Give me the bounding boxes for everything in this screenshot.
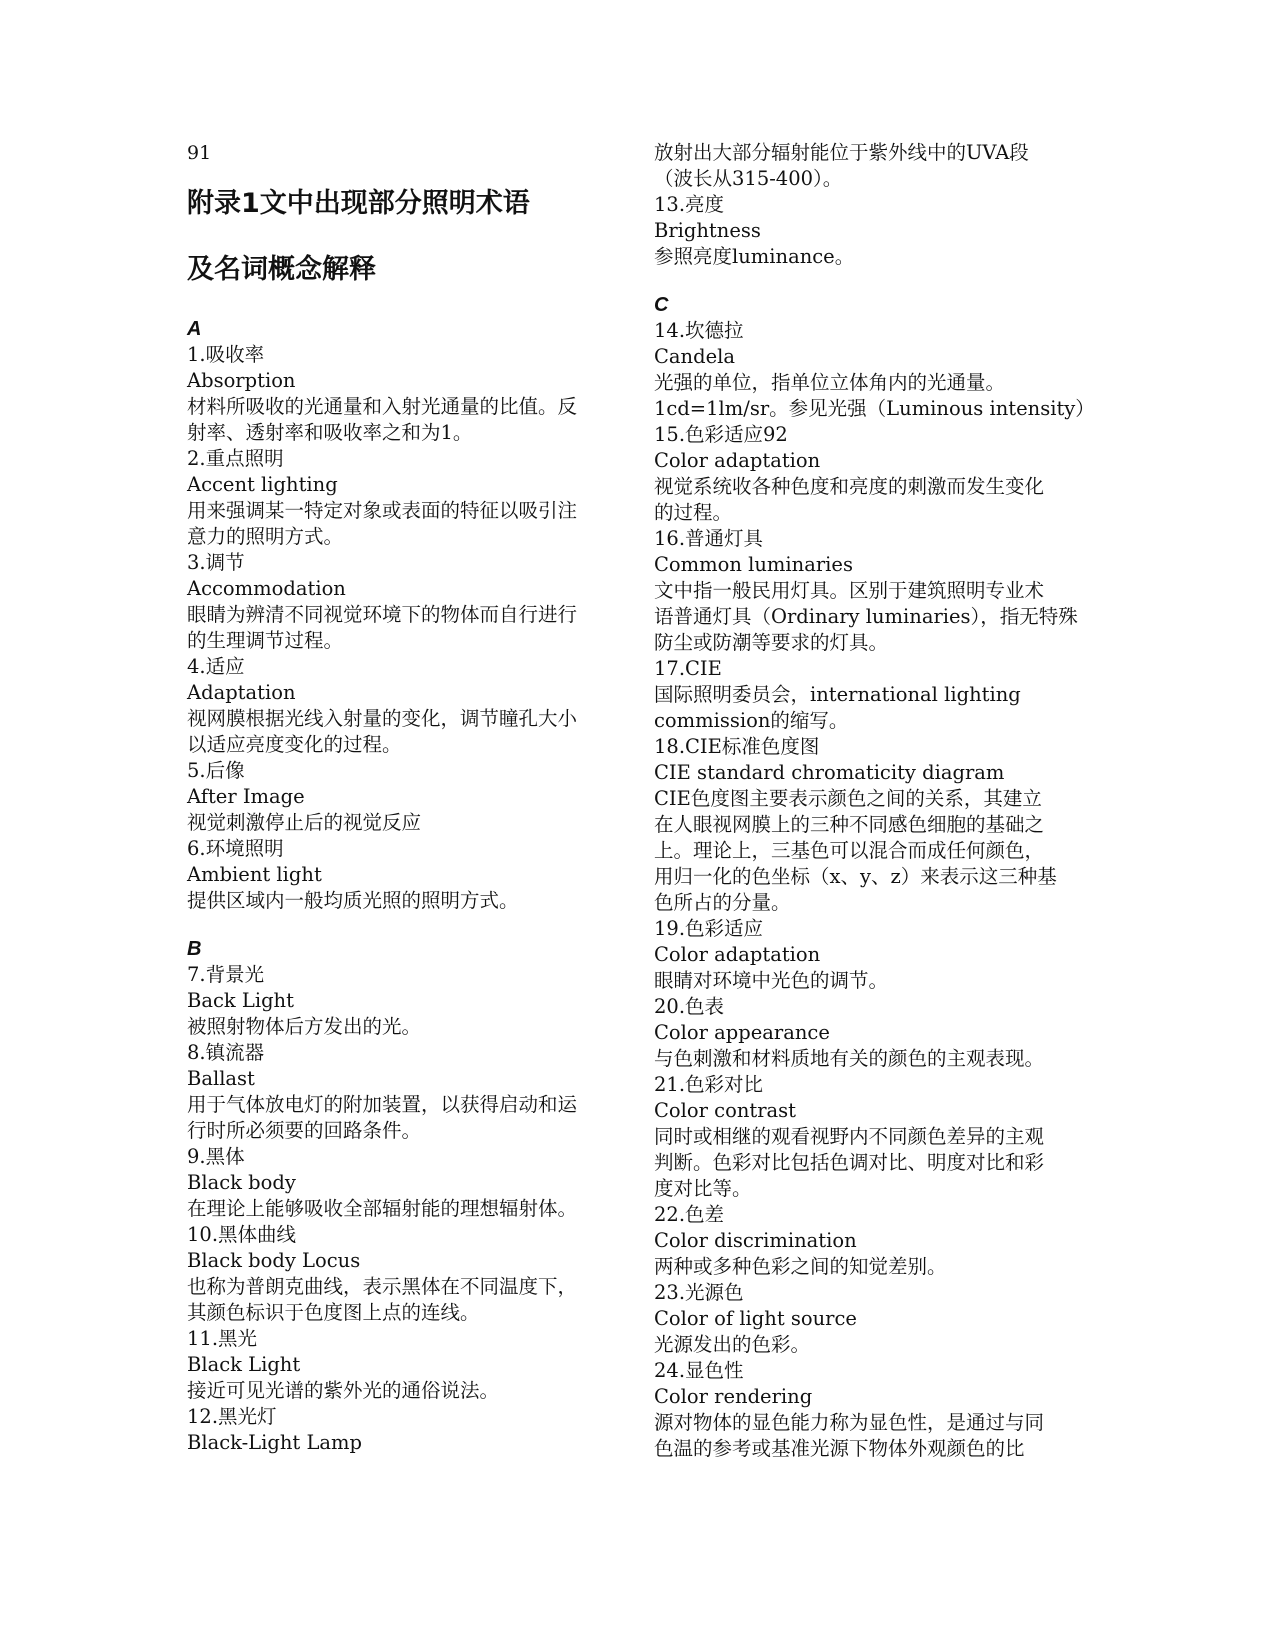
glossary-line: 色温的参考或基准光源下物体外观颜色的比 (654, 1437, 1025, 1460)
glossary-line: 色所占的分量。 (654, 891, 791, 914)
glossary-list-b (187, 962, 607, 1456)
glossary-line: 源对物体的显色能力称为显色性，是通过与同 (654, 1411, 1045, 1434)
glossary-line: Accent lighting (187, 473, 338, 496)
glossary-line: 以适应亮度变化的过程。 (187, 733, 402, 756)
page-number: 91 (187, 142, 212, 164)
glossary-line: commission的缩写。 (654, 709, 849, 732)
glossary-line: 接近可见光谱的紫外光的通俗说法。 (187, 1379, 500, 1402)
glossary-line: 用于气体放电灯的附加装置，以获得启动和运 (187, 1093, 578, 1116)
glossary-line: 行时所必须要的回路条件。 (187, 1119, 422, 1142)
glossary-line: 18.CIE标准色度图 (654, 735, 820, 758)
glossary-line: 也称为普朗克曲线，表示黑体在不同温度下， (187, 1275, 578, 1298)
glossary-line: Absorption (187, 369, 296, 392)
glossary-line: 放射出大部分辐射能位于紫外线中的UVA段 (654, 141, 1029, 164)
glossary-line: 17.CIE (654, 657, 722, 680)
glossary-line: Black Light (187, 1353, 301, 1376)
glossary-line: 提供区域内一般均质光照的照明方式。 (187, 889, 519, 912)
glossary-line: Black body (187, 1171, 296, 1194)
glossary-line: 在人眼视网膜上的三种不同感色细胞的基础之 (654, 813, 1045, 836)
glossary-line: Color adaptation (654, 449, 821, 472)
glossary-line: 22.色差 (654, 1203, 725, 1226)
glossary-line: 11.黑光 (187, 1327, 258, 1350)
glossary-line: 光强的单位，指单位立体角内的光通量。 (654, 371, 1006, 394)
glossary-line: Ballast (187, 1067, 255, 1090)
glossary-line: 9.黑体 (187, 1145, 245, 1168)
glossary-line: 在理论上能够吸收全部辐射能的理想辐射体。 (187, 1197, 578, 1220)
glossary-line: 19.色彩适应 (654, 917, 764, 940)
glossary-line: （波长从315-400）。 (654, 167, 843, 190)
glossary-line: 用来强调某一特定对象或表面的特征以吸引注 (187, 499, 578, 522)
section-heading-b: B (187, 938, 202, 960)
glossary-line: 两种或多种色彩之间的知觉差别。 (654, 1255, 947, 1278)
glossary-line: 23.光源色 (654, 1281, 744, 1304)
glossary-line: 视觉系统收各种色度和亮度的刺激而发生变化 (654, 475, 1045, 498)
glossary-line: 防尘或防潮等要求的灯具。 (654, 631, 889, 654)
left-column (187, 140, 607, 1456)
glossary-line: 4.适应 (187, 655, 245, 678)
section-heading-c: C (654, 294, 669, 316)
glossary-line: Ambient light (187, 863, 322, 886)
glossary-line: 20.色表 (654, 995, 725, 1018)
glossary-list-continued (654, 140, 1094, 270)
glossary-line: 其颜色标识于色度图上点的连线。 (187, 1301, 480, 1324)
glossary-line: 材料所吸收的光通量和入射光通量的比值。反 (187, 395, 578, 418)
glossary-line: 射率、透射率和吸收率之和为1。 (187, 421, 473, 444)
glossary-line: 参照亮度luminance。 (654, 245, 855, 268)
glossary-line: Color discrimination (654, 1229, 857, 1252)
glossary-line: 8.镇流器 (187, 1041, 265, 1064)
glossary-line: Black-Light Lamp (187, 1431, 362, 1454)
glossary-line: 文中指一般民用灯具。区别于建筑照明专业术 (654, 579, 1045, 602)
glossary-line: 3.调节 (187, 551, 245, 574)
section-heading-a: A (187, 318, 202, 340)
appendix-title-line-1: 附录1文中出现部分照明术语 (187, 188, 530, 219)
glossary-line: 15.色彩适应92 (654, 423, 788, 446)
glossary-line: Color contrast (654, 1099, 797, 1122)
glossary-line: CIE standard chromaticity diagram (654, 761, 1005, 784)
glossary-line: 视网膜根据光线入射量的变化，调节瞳孔大小 (187, 707, 578, 730)
glossary-line: 21.色彩对比 (654, 1073, 764, 1096)
glossary-line: 被照射物体后方发出的光。 (187, 1015, 422, 1038)
glossary-line: 用归一化的色坐标（x、y、z）来表示这三种基 (654, 865, 1057, 888)
glossary-line: 6.环境照明 (187, 837, 284, 860)
glossary-line: 24.显色性 (654, 1359, 744, 1382)
glossary-line: 的生理调节过程。 (187, 629, 344, 652)
glossary-line: After Image (187, 785, 305, 808)
glossary-line: 判断。色彩对比包括色调对比、明度对比和彩 (654, 1151, 1045, 1174)
glossary-line: 度对比等。 (654, 1177, 752, 1200)
glossary-line: 的过程。 (654, 501, 733, 524)
glossary-line: Color rendering (654, 1385, 813, 1408)
glossary-line: 1cd=1lm/sr。参见光强（Luminous intensity） (654, 397, 1095, 420)
glossary-line: Brightness (654, 219, 761, 242)
glossary-list-c (654, 318, 1094, 1462)
glossary-line: 意力的照明方式。 (187, 525, 344, 548)
glossary-list-a (187, 342, 607, 914)
glossary-line: 语普通灯具（Ordinary luminaries），指无特殊 (654, 605, 1078, 628)
glossary-line: 14.坎德拉 (654, 319, 744, 342)
glossary-line: Adaptation (187, 681, 296, 704)
glossary-line: Candela (654, 345, 735, 368)
right-column (654, 140, 1094, 1462)
glossary-line: 光源发出的色彩。 (654, 1333, 811, 1356)
glossary-line: CIE色度图主要表示颜色之间的关系，其建立 (654, 787, 1042, 810)
glossary-line: Color appearance (654, 1021, 830, 1044)
glossary-line: Color of light source (654, 1307, 857, 1330)
glossary-line: Back Light (187, 989, 294, 1012)
glossary-line: 12.黑光灯 (187, 1405, 277, 1428)
glossary-line: Common luminaries (654, 553, 853, 576)
glossary-line: Color adaptation (654, 943, 821, 966)
glossary-line: 2.重点照明 (187, 447, 284, 470)
glossary-line: 5.后像 (187, 759, 245, 782)
glossary-line: 视觉刺激停止后的视觉反应 (187, 811, 422, 834)
glossary-line: 与色刺激和材料质地有关的颜色的主观表现。 (654, 1047, 1045, 1070)
glossary-line: 眼睛为辨清不同视觉环境下的物体而自行进行 (187, 603, 578, 626)
glossary-line: 10.黑体曲线 (187, 1223, 297, 1246)
glossary-line: 7.背景光 (187, 963, 265, 986)
appendix-title-line-2: 及名词概念解释 (187, 254, 376, 285)
glossary-line: 国际照明委员会，international lighting (654, 683, 1021, 706)
glossary-line: Accommodation (187, 577, 346, 600)
glossary-line: Black body Locus (187, 1249, 361, 1272)
glossary-line: 眼睛对环境中光色的调节。 (654, 969, 889, 992)
glossary-line: 上。理论上，三基色可以混合而成任何颜色， (654, 839, 1045, 862)
glossary-line: 1.吸收率 (187, 343, 265, 366)
glossary-line: 16.普通灯具 (654, 527, 764, 550)
glossary-line: 同时或相继的观看视野内不同颜色差异的主观 (654, 1125, 1045, 1148)
glossary-line: 13.亮度 (654, 193, 725, 216)
